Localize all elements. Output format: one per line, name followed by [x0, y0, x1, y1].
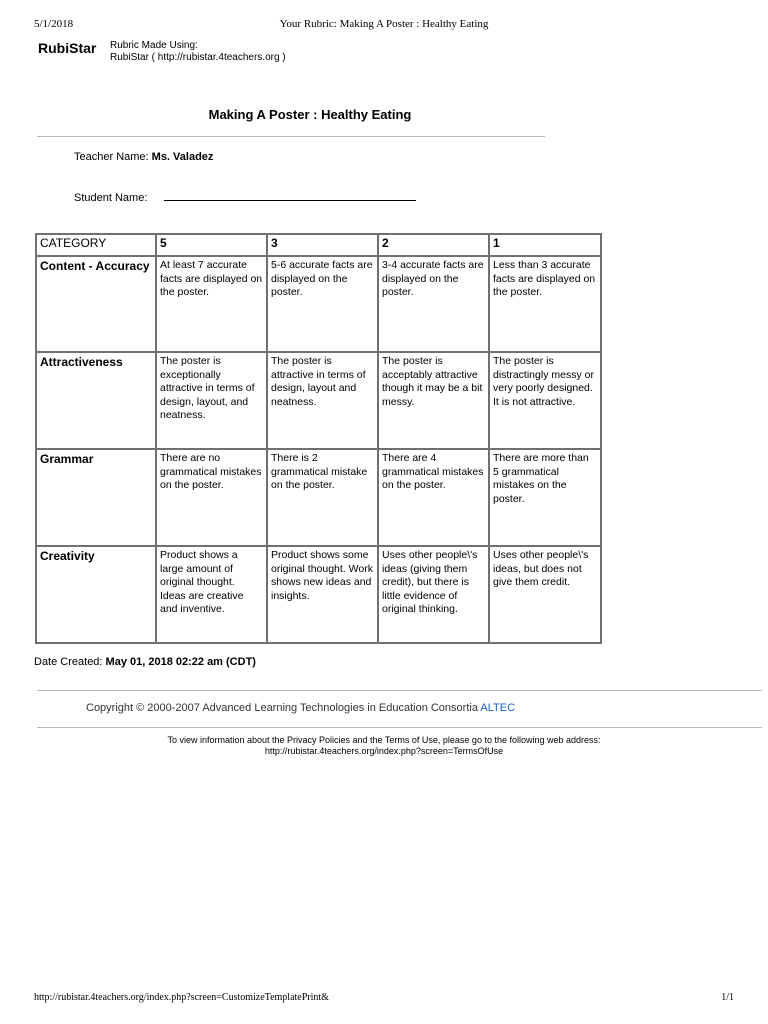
criteria-cell: At least 7 accurate facts are displayed on the poster. — [156, 256, 267, 352]
divider — [37, 727, 762, 728]
category-cell: Grammar — [36, 449, 156, 546]
table-row — [36, 449, 601, 546]
criteria-cell: There are 4 grammatical mistakes on the poster. — [378, 449, 489, 546]
header-score-3: 3 — [267, 234, 378, 256]
criteria-cell: Product shows a large amount of original thought. Ideas are creative and inventive. — [156, 546, 267, 643]
criteria-cell: Uses other people\'s ideas, but does not give them credit. — [489, 546, 601, 643]
rubistar-logo: RubiStar — [38, 40, 97, 56]
category-cell: Creativity — [36, 546, 156, 643]
header-score-5: 5 — [156, 234, 267, 256]
copyright-text: Copyright © 2000-2007 Advanced Learning Technologies in Education Consortia — [86, 702, 478, 714]
table-row — [36, 546, 601, 643]
criteria-cell: The poster is attractive in terms of design, layout and neatness. — [267, 352, 378, 449]
teacher-name-value: Ms. Valadez — [151, 151, 214, 163]
teacher-name-label: Teacher Name: — [74, 151, 149, 163]
category-cell: Attractiveness — [36, 352, 156, 449]
copyright-notice — [86, 702, 515, 714]
header-score-2: 2 — [378, 234, 489, 256]
student-name-label: Student Name: — [74, 192, 148, 204]
criteria-cell: The poster is exceptionally attractive in terms of design, layout, and neatness. — [156, 352, 267, 449]
made-using-note — [110, 40, 286, 64]
date-created — [34, 656, 256, 668]
terms-of-use-notice — [0, 735, 768, 757]
criteria-cell: 5-6 accurate facts are displayed on the poster. — [267, 256, 378, 352]
criteria-cell: Uses other people\'s ideas (giving them credit), but there is little evidence of original thinking. — [378, 546, 489, 643]
student-name-line — [74, 191, 416, 204]
terms-url: http://rubistar.4teachers.org/index.php?screen=TermsOfUse — [264, 746, 504, 756]
made-using-line2: RubiStar ( http://rubistar.4teachers.org ) — [110, 52, 286, 63]
print-date: 5/1/2018 — [34, 18, 74, 30]
criteria-cell: Product shows some original thought. Work shows new ideas and insights. — [267, 546, 378, 643]
header-category: CATEGORY — [36, 234, 156, 256]
table-row — [36, 256, 601, 352]
date-created-value: May 01, 2018 02:22 am (CDT) — [105, 656, 256, 668]
criteria-cell: Less than 3 accurate facts are displayed on the poster. — [489, 256, 601, 352]
terms-line1: To view information about the Privacy Policies and the Terms of Use, please go to the following web address: — [167, 735, 601, 745]
rubric-table — [35, 233, 602, 644]
print-header-title: Your Rubric: Making A Poster : Healthy Eating — [279, 18, 489, 30]
criteria-cell: There are no grammatical mistakes on the poster. — [156, 449, 267, 546]
table-row — [36, 352, 601, 449]
criteria-cell: The poster is distractingly messy or very poorly designed. It is not attractive. — [489, 352, 601, 449]
criteria-cell: There is 2 grammatical mistake on the poster. — [267, 449, 378, 546]
teacher-name-line — [74, 151, 213, 163]
criteria-cell: There are more than 5 grammatical mistakes on the poster. — [489, 449, 601, 546]
altec-link[interactable]: ALTEC — [480, 702, 516, 714]
divider — [37, 136, 545, 137]
page-number: 1/1 — [721, 992, 734, 1003]
criteria-cell: 3-4 accurate facts are displayed on the poster. — [378, 256, 489, 352]
table-header-row — [36, 234, 601, 256]
category-cell: Content - Accuracy — [36, 256, 156, 352]
divider — [37, 690, 762, 691]
criteria-cell: The poster is acceptably attractive though it may be a bit messy. — [378, 352, 489, 449]
student-name-blank — [164, 191, 416, 201]
rubric-title: Making A Poster : Healthy Eating — [208, 107, 412, 122]
date-created-label: Date Created: — [34, 656, 103, 668]
made-using-line1: Rubric Made Using: — [110, 40, 198, 51]
print-footer-url: http://rubistar.4teachers.org/index.php?screen=CustomizeTemplatePrint& — [34, 992, 329, 1003]
header-score-1: 1 — [489, 234, 601, 256]
